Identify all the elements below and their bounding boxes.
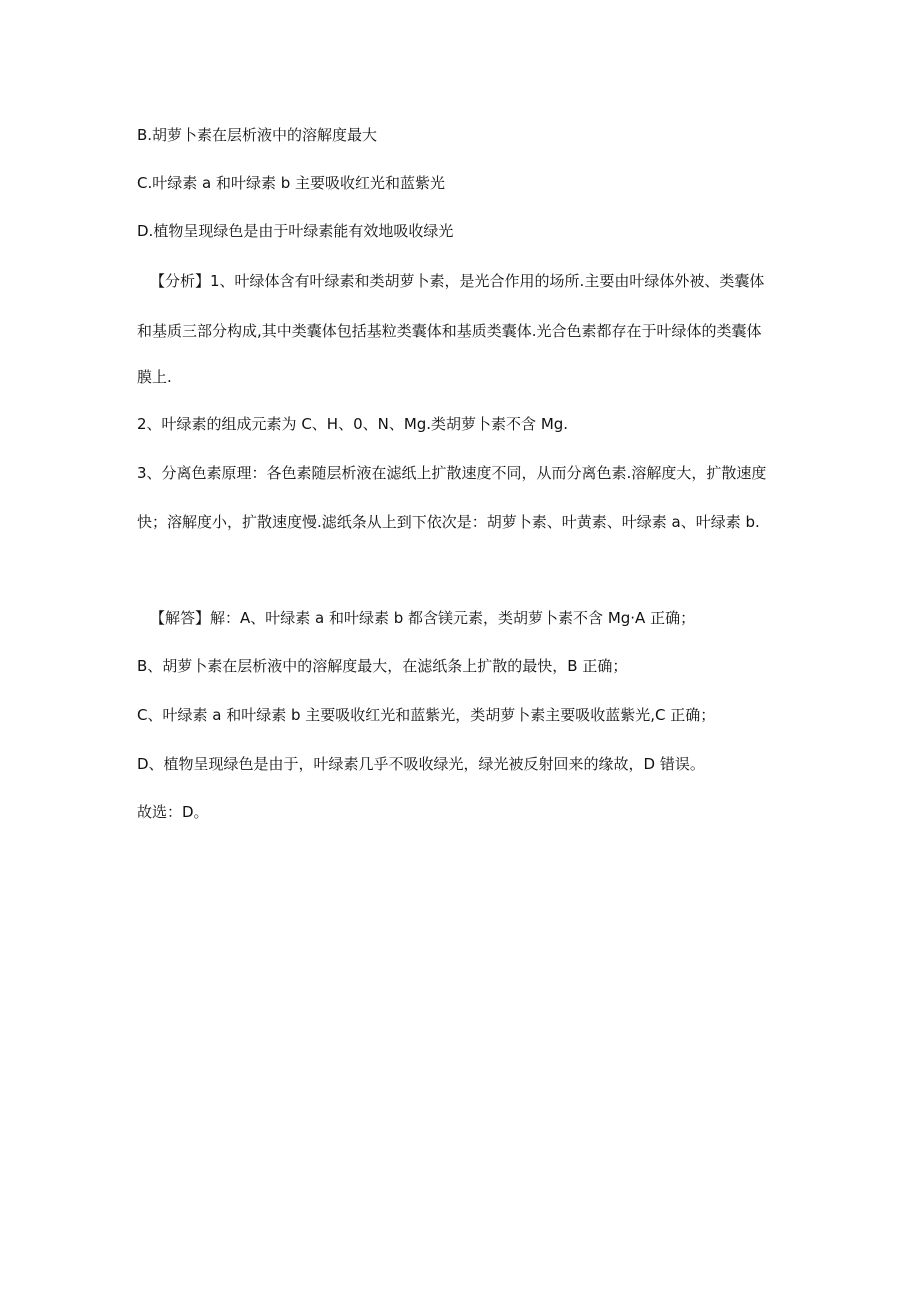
analysis-line-1: 【分析】1、叶绿体含有叶绿素和类胡萝卜素，是光合作用的场所.主要由叶绿体外被、类囊体 xyxy=(150,272,765,290)
option-c: C.叶绿素 a 和叶绿素 b 主要吸收红光和蓝紫光 xyxy=(137,174,446,192)
analysis-line-3: 膜上. xyxy=(137,368,172,386)
option-d: D.植物呈现绿色是由于叶绿素能有效地吸收绿光 xyxy=(137,222,454,240)
answer-b: B、胡萝卜素在层析液中的溶解度最大，在滤纸条上扩散的最快，B 正确； xyxy=(137,657,628,675)
answer-d: D、植物呈现绿色是由于，叶绿素几乎不吸收绿光，绿光被反射回来的缘故，D 错误。 xyxy=(137,755,705,773)
answer-conclusion: 故选：D。 xyxy=(137,803,209,821)
answer-intro: 【解答】解：A、叶绿素 a 和叶绿素 b 都含镁元素，类胡萝卜素不含 Mg·A 正确； xyxy=(150,609,696,627)
option-b: B.胡萝卜素在层析液中的溶解度最大 xyxy=(137,126,378,144)
analysis-point-2: 2、叶绿素的组成元素为 C、H、0、N、Mg.类胡萝卜素不含 Mg. xyxy=(137,415,569,433)
answer-c: C、叶绿素 a 和叶绿素 b 主要吸收红光和蓝紫光，类胡萝卜素主要吸收蓝紫光,C 正确； xyxy=(137,706,716,724)
analysis-point-3-line-1: 3、分离色素原理：各色素随层析液在滤纸上扩散速度不同，从而分离色素.溶解度大，扩散速度 xyxy=(137,464,767,482)
analysis-point-3-line-2: 快；溶解度小，扩散速度慢.滤纸条从上到下依次是：胡萝卜素、叶黄素、叶绿素 a、叶绿素 b. xyxy=(137,513,760,531)
analysis-line-2: 和基质三部分构成,其中类囊体包括基粒类囊体和基质类囊体.光合色素都存在于叶绿体的类囊体 xyxy=(137,322,762,340)
